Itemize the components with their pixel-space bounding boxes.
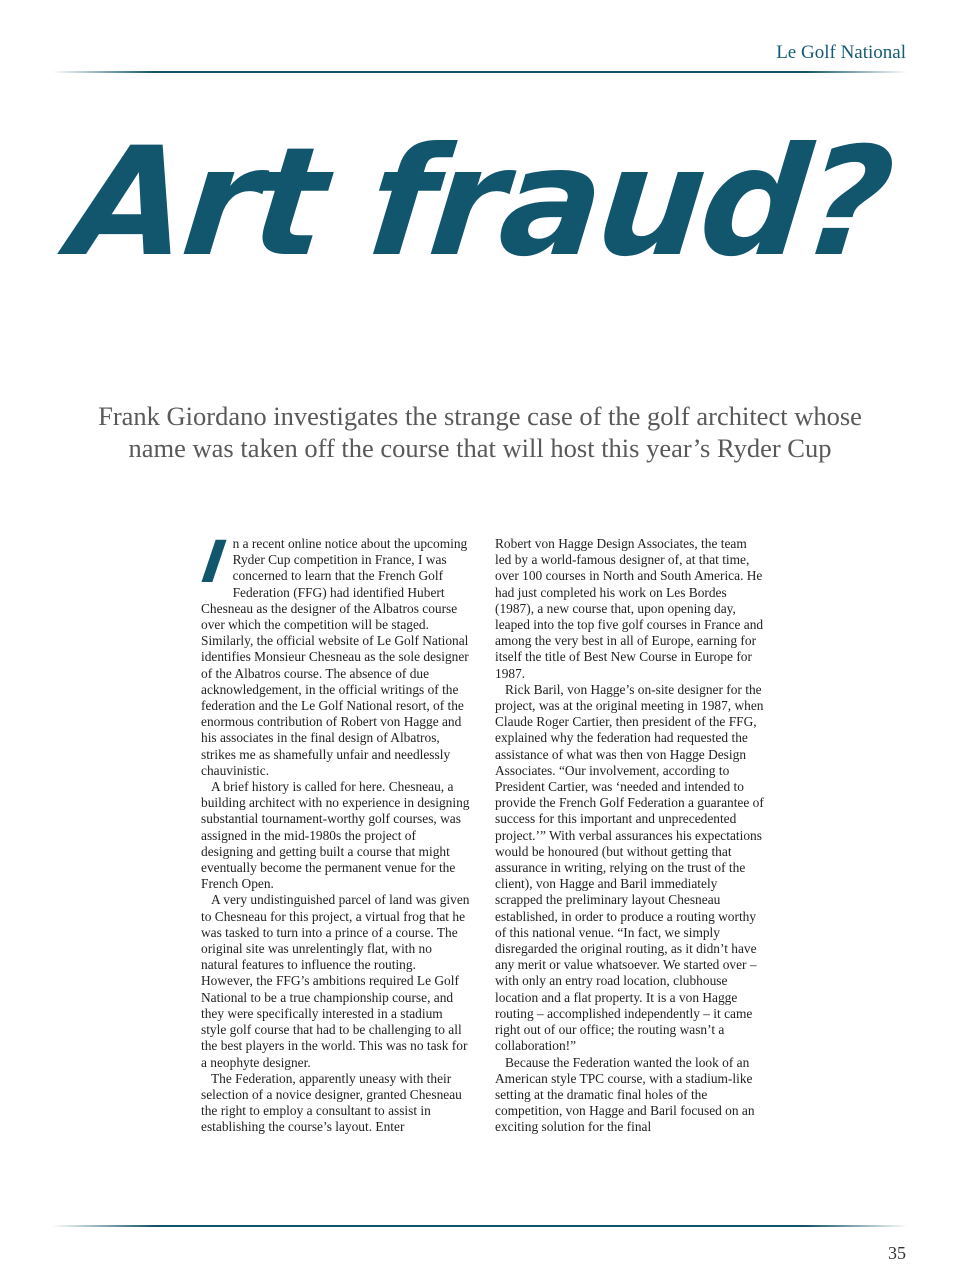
paragraph: A very undistinguished parcel of land was given to Chesneau for this project, a virtual frog that he was tasked to turn into a prince of a course. The original site was unrelentingly flat, with no natural features to influence the routing. However, the FFG’s ambitions required Le Golf National to be a true championship course, and they were specifically interested in a stadium style golf course that had to be challenging to all the best players in the world. This was no task for a neophyte designer.: [201, 892, 470, 1070]
bottom-rule: [52, 1225, 908, 1227]
drop-cap: I: [198, 528, 230, 596]
headline: Art fraud?: [63, 116, 897, 290]
running-head: Le Golf National: [776, 42, 906, 63]
paragraph: A brief history is called for here. Chesneau, a building architect with no experience in designing substantial tournament-worthy golf courses, was assigned in the mid-1980s the project of designing and getting built a course that might eventually become the permanent venue for the French Open.: [201, 779, 470, 892]
page-number: 35: [888, 1243, 906, 1263]
paragraph: [198, 528, 471, 779]
paragraph: Robert von Hagge Design Associates, the team led by a world-famous designer of, at that time, over 100 courses in North and South America. He had just completed his work on Les Bordes (1987), a new course that, upon opening day, leaped into the top five golf courses in France and among the very best in all of Europe, earning for itself the title of Best New Course in Europe for 1987.: [495, 536, 764, 681]
article-deck: Frank Giordano investigates the strange case of the golf architect whose name was taken off the course that will host this year’s Ryder Cup: [98, 401, 862, 463]
paragraph: Because the Federation wanted the look of an American style TPC course, with a stadium-like setting at the dramatic final holes of the competition, von Hagge and Baril focused on an exciting solution for the final: [495, 1054, 755, 1135]
paragraph: The Federation, apparently uneasy with their selection of a novice designer, granted Chesneau the right to employ a consultant to assist in establishing the course’s layout. Enter: [201, 1070, 462, 1135]
left-column: [198, 528, 471, 1136]
top-rule: [52, 71, 908, 73]
right-column: [495, 536, 765, 1136]
paragraph-text: n a recent online notice about the upcoming Ryder Cup competition in France, I was concerned to learn that the French Golf Federation (FFG) had identified Hubert Chesneau as the designer of the Albatros course over which the competition will be staged. Similarly, the official website of Le Golf National identifies Monsieur Chesneau as the sole designer of the Albatros course. The absence of due acknowledgement, in the official writings of the federation and the Le Golf National resort, of the enormous contribution of Robert von Hagge and his associates in the final design of Albatros, strikes me as shamefully unfair and needlessly chauvinistic.: [201, 536, 469, 778]
paragraph: Rick Baril, von Hagge’s on-site designer for the project, was at the original meeting in 1987, when Claude Roger Cartier, then president of the FFG, explained why the federation had requested the assistance of what was then von Hagge Design Associates. “Our involvement, according to President Cartier, was ‘needed and intended to provide the French Golf Federation a guarantee of success for this important and unprecedented project.’” With verbal assurances his expectations would be honoured (but without getting that assurance in writing, relying on the trust of the client), von Hagge and Baril immediately scrapped the preliminary layout Chesneau established, in order to produce a routing worthy of this national venue. “In fact, we simply disregarded the original routing, as it didn’t have any merit or value whatsoever. We started over – with only an entry road location, clubhouse location and a flat property. It is a von Hagge routing – accomplished independently – it came right out of our office; the routing wasn’t a collaboration!”: [495, 681, 764, 1054]
